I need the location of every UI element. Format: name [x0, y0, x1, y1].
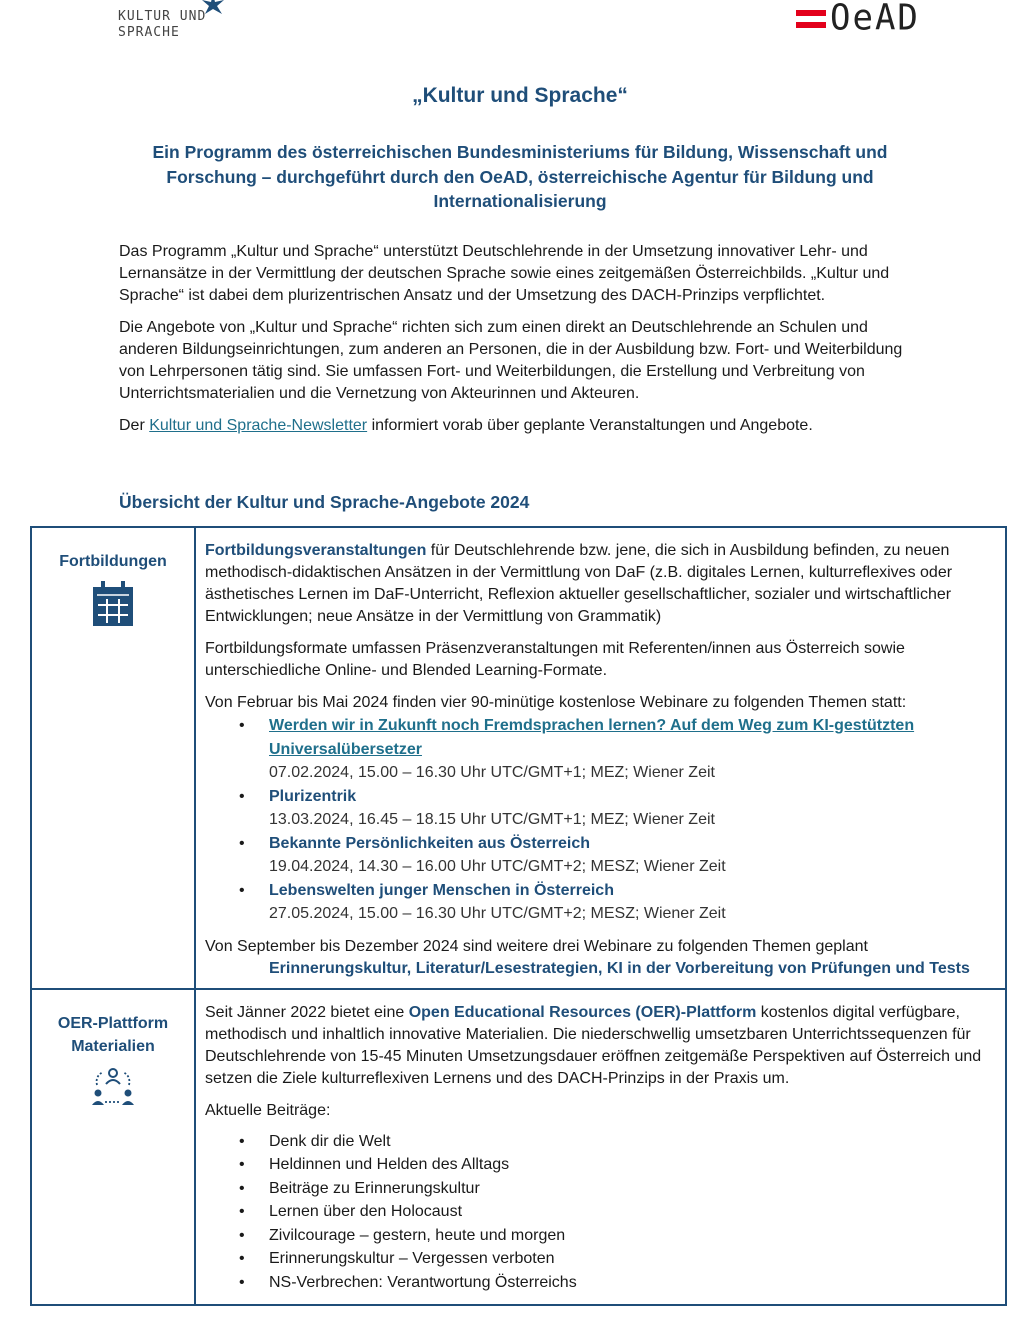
webinar-date-1: 07.02.2024, 15.00 – 16.30 Uhr UTC/GMT+1; MEZ; Wiener Zeit [269, 764, 715, 781]
intro-paragraph-1: Das Programm „Kultur und Sprache“ unterstützt Deutschlehrende in der Umsetzung innovativer Lehr- und Lernansätze in der Vermittlung der deutschen Sprache sowie eines zeitgemäßen Österreichbilds. „Kultur und Sprache“ ist dabei dem plurizentrischen Ansatz und der Umsetzung des DACH-Prinzips verpflichtet. [119, 243, 890, 304]
fortbildungen-p1 [205, 540, 997, 628]
oer-p1-post: kostenlos digital verfügbare, methodisch und inhaltlich innovative Materialien. Die niederschwellig umsetzbaren Unterrichtssequenzen für Deutschlehrende von 15-45 Minuten Umsetzungsdauer eröffnen zeitgemäße Perspektiven auf Österreich und setzen die Ziele kulturreflexiven Lernens und des DACH-Prinzips in der Praxis um. [205, 1003, 982, 1087]
fortbildungen-planned-topics: Erinnerungskultur, Literatur/Lesestrategien, KI in der Vorbereitung von Prüfungen und Tests [269, 959, 970, 977]
table-row-oer [31, 989, 1006, 1306]
list-item: • Erinnerungskultur – Vergessen verboten [269, 1247, 997, 1271]
list-item [269, 714, 997, 785]
fortbildungen-content [195, 527, 1006, 989]
page-subtitle: Ein Programm des österreichischen Bundesministeriums für Bildung, Wissenschaft und Forschung – durchgeführt durch den OeAD, österreichische Agentur für Bildung und Internationalisierung [152, 142, 888, 211]
oer-label-line2: Materialien [71, 1037, 155, 1055]
webinar-title-4: Lebenswelten junger Menschen in Österreich [269, 881, 614, 899]
oer-highlight: Open Educational Resources (OER)-Plattform [408, 1003, 757, 1021]
austria-flag-icon [796, 10, 826, 28]
oer-content [195, 989, 1006, 1306]
fortbildungen-label-cell [31, 527, 195, 989]
intro-p3-pre: Der [119, 417, 150, 434]
intro-paragraph-3 [119, 415, 919, 437]
list-item: • Denk dir die Welt [269, 1130, 997, 1154]
list-item [269, 879, 997, 926]
oer-current-label: Aktuelle Beiträge: [205, 1101, 331, 1119]
section-title: Übersicht der Kultur und Sprache-Angebote 2024 [119, 492, 530, 512]
webinar-date-2: 13.03.2024, 16.45 – 18.15 Uhr UTC/GMT+1; MEZ; Wiener Zeit [269, 811, 715, 828]
oer-p1-pre: Seit Jänner 2022 bietet eine [205, 1003, 409, 1021]
list-item: • Beiträge zu Erinnerungskultur [269, 1177, 997, 1201]
fortbildungen-p4: Von September bis Dezember 2024 sind weitere drei Webinare zu folgenden Themen geplant [205, 937, 868, 955]
oead-wordmark: OeAD [830, 0, 920, 39]
fortbildungen-label: Fortbildungen [59, 553, 167, 570]
table-row-fortbildungen [31, 527, 1006, 989]
fortbildungen-highlight: Fortbildungsveranstaltungen [205, 542, 427, 559]
oer-p1 [205, 1002, 997, 1090]
fortbildungen-p1-rest: für Deutschlehrende bzw. jene, die sich in Ausbildung befinden, zu neuen methodisch-didaktischen Ansätzen in der Vermittlung von DaF (z.B. digitales Lernen, kulturreflexives oder ästhetisches Lernen im DaF-Unterricht, Reflexion aktueller gesellschaftlicher, sozialer und wirtschaftlicher Entwicklungen; neue Ansätze in der Vermittlung von Grammatik) [205, 542, 953, 625]
logo-text-line1: KULTUR UND [118, 9, 207, 24]
webinar-date-3: 19.04.2024, 14.30 – 16.00 Uhr UTC/GMT+2; MESZ; Wiener Zeit [269, 858, 726, 875]
webinar-date-4: 27.05.2024, 15.00 – 16.30 Uhr UTC/GMT+2; MESZ; Wiener Zeit [269, 905, 726, 922]
page-title: „Kultur und Sprache“ [412, 84, 628, 107]
calendar-icon [92, 581, 134, 627]
list-item: • Heldinnen und Helden des Alltags [269, 1153, 997, 1177]
newsletter-link[interactable]: Kultur und Sprache-Newsletter [149, 417, 368, 434]
oer-label-cell [31, 989, 195, 1306]
webinar-list [205, 714, 997, 926]
list-item [269, 832, 997, 879]
network-people-icon [91, 1066, 135, 1108]
intro-p3-post: informiert vorab über geplante Veranstaltungen und Angebote. [367, 417, 813, 434]
webinar-title-3: Bekannte Persönlichkeiten aus Österreich [269, 834, 591, 852]
oer-label-line1: OER-Plattform [57, 1014, 169, 1032]
webinar-title-2: Plurizentrik [269, 787, 357, 805]
intro-text [119, 241, 919, 447]
list-item: • Zivilcourage – gestern, heute und morgen [269, 1224, 997, 1248]
fortbildungen-p3: Von Februar bis Mai 2024 finden vier 90-minütige kostenlose Webinare zu folgenden Themen statt: [205, 694, 907, 711]
list-item [269, 785, 997, 832]
intro-paragraph-2: Die Angebote von „Kultur und Sprache“ richten sich zum einen direkt an Deutschlehrende an Schulen und anderen Bildungseinrichtungen, zum anderen an Personen, die in der Ausbildung bzw. Fort- und Weiterbildung von Lehrpersonen tätig sind. Sie umfassen Fort- und Weiterbildungen, die Erstellung und Verbreitung von Unterrichtsmaterialien und die Vernetzung von Akteurinnen und Akteuren. [119, 319, 903, 402]
kultur-und-sprache-logo [118, 0, 228, 44]
offers-table [30, 526, 1007, 1306]
fortbildungen-p2: Fortbildungsformate umfassen Präsenzveranstaltungen mit Referenten/innen aus Österreich sowie unterschiedliche Online- und Blended Learning-Formate. [205, 640, 905, 679]
list-item: • NS-Verbrechen: Verantwortung Österreichs [269, 1271, 997, 1295]
oer-items-list [205, 1130, 997, 1295]
webinar-link-1[interactable]: Werden wir in Zukunft noch Fremdsprachen lernen? Auf dem Weg zum KI-gestützten Universalübersetzer [269, 717, 915, 758]
list-item: • Lernen über den Holocaust [269, 1200, 997, 1224]
logo-text-line2: SPRACHE [118, 25, 180, 40]
